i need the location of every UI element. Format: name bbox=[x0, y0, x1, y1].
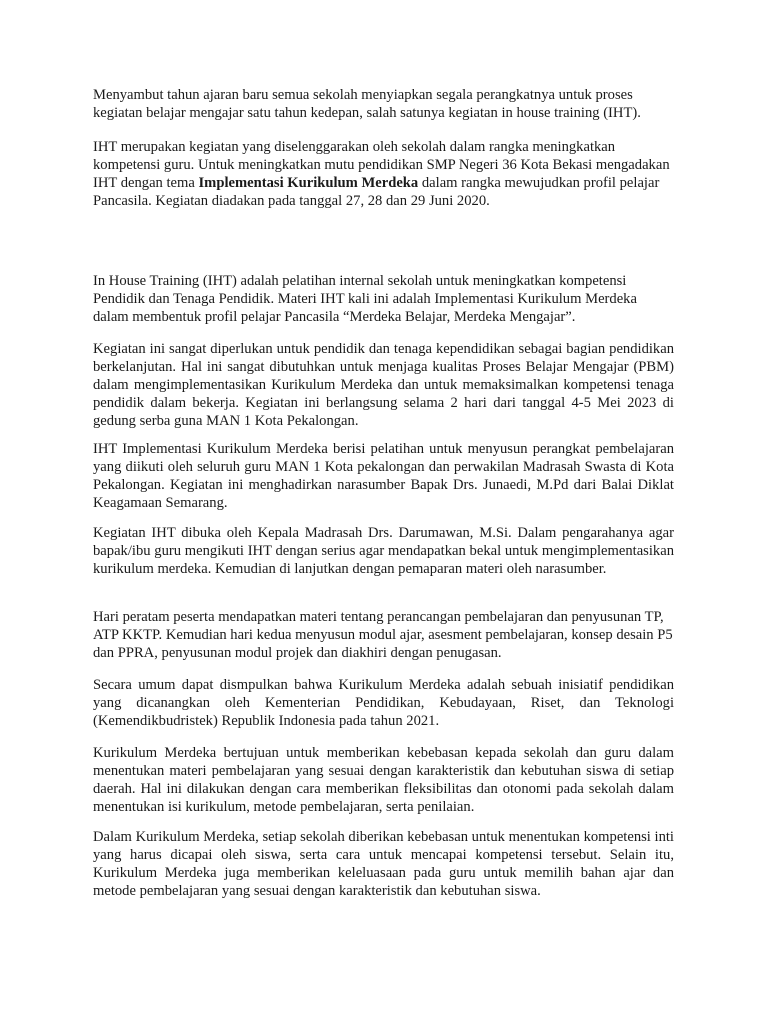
paragraph-text: Dalam Kurikulum Merdeka, setiap sekolah diberikan kebebasan untuk menentukan kompetensi inti yang harus dicapai oleh siswa, serta cara untuk mencapai kompetensi tersebut. Selain itu, Kurikulum Merdeka juga memberikan keleluasaan pada guru untuk memilih bahan ajar dan metode pembelajaran yang sesuai dengan karakteristik dan kebutuhan siswa. bbox=[93, 829, 674, 899]
paragraph-pembukaan bbox=[93, 524, 674, 578]
paragraph-text-after: dalam rangka mewujudkan profil pelajar Pancasila. Kegiatan diadakan pada tanggal 27, 28 dan 29 Juni 2020. bbox=[93, 175, 660, 209]
theme-highlight: Implementasi Kurikulum Merdeka bbox=[198, 175, 419, 191]
paragraph-iht-internal bbox=[93, 272, 674, 326]
paragraph-text bbox=[93, 138, 674, 210]
paragraph-text: In House Training (IHT) adalah pelatihan internal sekolah untuk meningkatkan kompetensi Pendidik dan Tenaga Pendidik. Materi IHT kali ini adalah Implementasi Kurikulum Merdeka dalam membentuk profil pelajar Pancasila “Merdeka Belajar, Merdeka Mengajar”. bbox=[93, 273, 637, 325]
paragraph-kebebasan bbox=[93, 828, 674, 900]
paragraph-text: IHT Implementasi Kurikulum Merdeka berisi pelatihan untuk menyusun perangkat pembelajaran yang diikuti oleh seluruh guru MAN 1 Kota pekalongan dan perwakilan Madrasah Swasta di Kota Pekalongan. Kegiatan ini menghadirkan narasumber Bapak Drs. Junaedi, M.Pd dari Balai Diklat Keagamaan Semarang. bbox=[93, 441, 674, 511]
paragraph-text: Secara umum dapat dismpulkan bahwa Kurikulum Merdeka adalah sebuah inisiatif pendidikan yang dicanangkan oleh Kementerian Pendidikan, Kebudayaan, Riset, dan Teknologi (Kemendikbudristek) Republik Indonesia pada tahun 2021. bbox=[93, 677, 674, 729]
paragraph-kegiatan bbox=[93, 340, 674, 430]
paragraph-intro bbox=[93, 86, 674, 122]
paragraph-text: Kegiatan ini sangat diperlukan untuk pendidik dan tenaga kependidikan sebagai bagian pendidikan berkelanjutan. Hal ini sangat dibutuhkan untuk menjaga kualitas Proses Belajar Mengajar (PBM) dalam mengimplementasikan Kurikulum Merdeka dan untuk memaksimalkan kompetensi tenaga pendidik dalam bekerja. Kegiatan ini berlangsung selama 2 hari dari tanggal 4-5 Mei 2023 di gedung serba guna MAN 1 Kota Pekalongan. bbox=[93, 341, 674, 429]
paragraph-text: Kegiatan IHT dibuka oleh Kepala Madrasah Drs. Darumawan, M.Si. Dalam pengarahanya agar bapak/ibu guru mengikuti IHT dengan serius agar mendapatkan bekal untuk mengimplementasikan kurikulum merdeka. Kemudian di lanjutkan dengan pemaparan materi oleh narasumber. bbox=[93, 525, 674, 577]
paragraph-text-before: IHT merupakan kegiatan yang diselenggarakan oleh sekolah dalam rangka meningkatkan kompetensi guru. Untuk meningkatkan mutu pendidikan SMP Negeri 36 Kota Bekasi mengadakan IHT dengan tema bbox=[93, 139, 670, 191]
paragraph-kesimpulan bbox=[93, 676, 674, 730]
paragraph-text: Menyambut tahun ajaran baru semua sekolah menyiapkan segala perangkatnya untuk proses kegiatan belajar mengajar satu tahun kedepan, salah satunya kegiatan in house training (IHT). bbox=[93, 87, 641, 121]
paragraph-text: Kurikulum Merdeka bertujuan untuk memberikan kebebasan kepada sekolah dan guru dalam menentukan materi pembelajaran yang sesuai dengan karakteristik dan kebutuhan siswa di setiap daerah. Hal ini dilakukan dengan cara memberikan fleksibilitas dan otonomi pada sekolah dalam menentukan isi kurikulum, metode pembelajaran, serta penilaian. bbox=[93, 745, 674, 815]
paragraph-iht-definition bbox=[93, 138, 674, 210]
paragraph-text: Hari peratam peserta mendapatkan materi tentang perancangan pembelajaran dan penyusunan TP, ATP KKTP. Kemudian hari kedua menyusun modul ajar, asesment pembelajaran, konsep desain P5 dan PPRA, penyusunan modul projek dan diakhiri dengan penugasan. bbox=[93, 609, 673, 661]
paragraph-tujuan bbox=[93, 744, 674, 816]
paragraph-pelatihan bbox=[93, 440, 674, 512]
paragraph-materi bbox=[93, 608, 674, 662]
